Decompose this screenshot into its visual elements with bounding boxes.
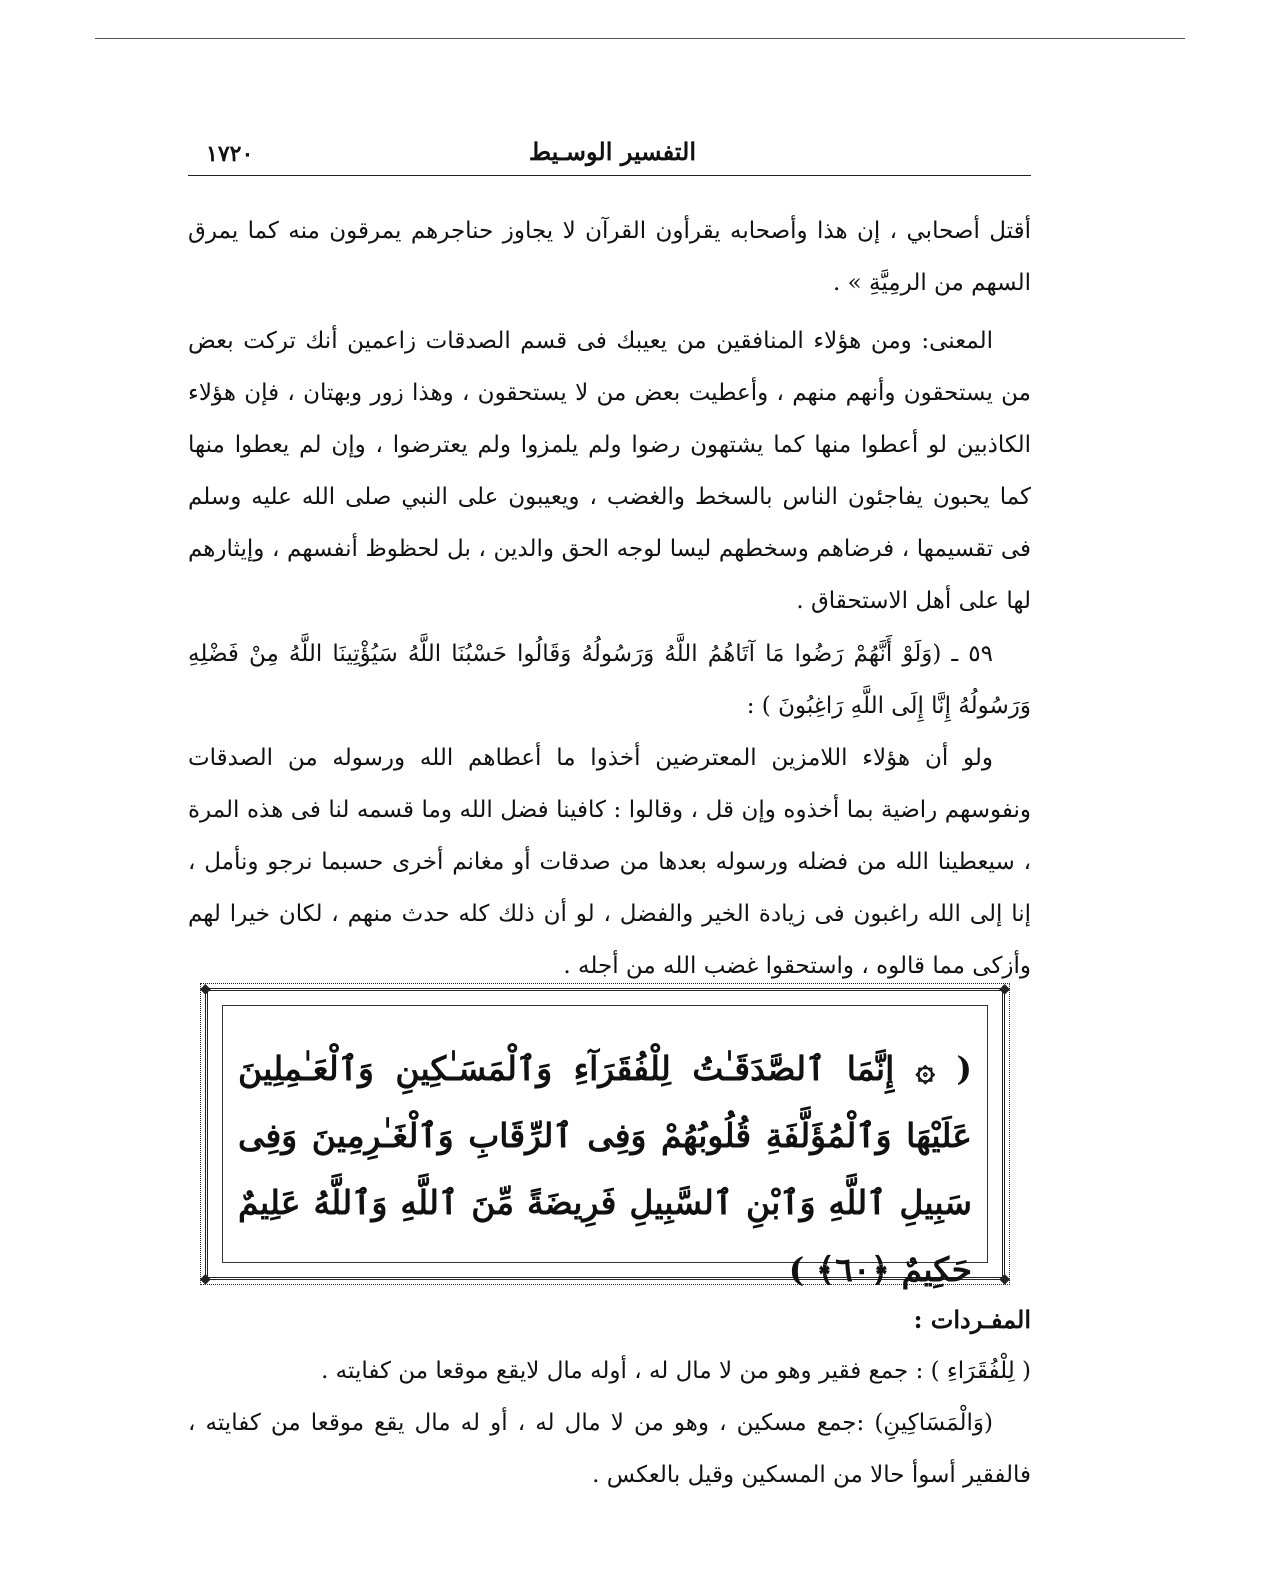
vocabulary-section	[188, 1345, 1031, 1501]
verse-60-text: ( ۞ إِنَّمَا ٱلصَّدَقَـٰتُ لِلْفُقَرَآءِ وَٱلْمَسَـٰكِينِ وَٱلْعَـٰمِلِينَ عَلَيْهَا وَٱلْمُؤَلَّفَةِ قُلُوبُهُمْ وَفِى ٱلرِّقَابِ وَٱلْغَـٰرِمِينَ وَفِى سَبِيلِ ٱللَّهِ وَٱبْنِ ٱلسَّبِيلِ فَرِيضَةً مِّنَ ٱللَّهِ وَٱللَّهُ عَلِيمٌ حَكِيمٌ ﴿٦٠﴾ )	[238, 1049, 972, 1289]
vocab-entry-masakin: (وَالْمَسَاكِينِ) :جمع مسكين ، وهو من لا مال له ، أو له مال يقع موقعا من كفايته ، فالفقير أسوأ حالا من المسكين وقيل بالعكس .	[188, 1410, 1031, 1488]
frame-corner-ornament-icon: ◆	[999, 981, 1010, 997]
meaning-section	[188, 315, 1031, 627]
page-number: ١٧٢٠	[206, 141, 254, 167]
meaning-paragraph: المعنى: ومن هؤلاء المنافقين من يعيبك فى قسم الصدقات زاعمين أنك تركت بعض من يستحقون وأنهم منهم ، وأعطيت بعض من لا يستحقون ، وهذا زور وبهتان ، فإن هؤلاء الكاذبين لو أعطوا منها كما يشتهون رضوا ولم يلمزوا ولم يعترضوا ، وإن لم يعطوا منها كما يحبون يفاجئون الناس بالسخط والغضب ، ويعيبون على النبي صلى الله عليه وسلم فى تقسيمها ، فرضاهم وسخطهم ليسا لوجه الحق والدين ، بل لحظوظ أنفسهم ، وإيثارهم لها على أهل الاستحقاق .	[188, 328, 1031, 614]
hadith-text: أقتل أصحابي ، إن هذا وأصحابه يقرأون القرآن لا يجاوز حناجرهم يمرقون منه كما يمرق السهم من الرمِيَّةِ » .	[188, 218, 1031, 296]
vocab-entry-fuqara: ( لِلْفُقَرَاءِ ) : جمع فقير وهو من لا مال له ، أوله مال لايقع موقعا من كفايته .	[321, 1358, 1031, 1384]
verse-59-text: ٥٩ ـ (وَلَوْ أَنَّهُمْ رَضُوا مَا آتَاهُمُ اللَّهُ وَرَسُولُهُ وَقَالُوا حَسْبُنَا اللَّهُ سَيُؤْتِينَا اللَّهُ مِنْ فَضْلِهِ وَرَسُولُهُ إِنَّا إِلَى اللَّهِ رَاغِبُونَ ) :	[188, 641, 1031, 719]
verse-59-commentary-section	[188, 732, 1031, 992]
frame-corner-ornament-icon: ◆	[200, 1271, 211, 1287]
running-header	[188, 135, 1031, 176]
verse-60-frame	[200, 981, 1010, 1289]
book-title: التفسير الوسـيط	[528, 137, 696, 166]
hadith-continuation	[188, 205, 1031, 309]
vocabulary-heading: المفـردات :	[913, 1305, 1031, 1334]
verse-59-commentary: ولو أن هؤلاء اللامزين المعترضين أخذوا ما أعطاهم الله ورسوله من الصدقات ونفوسهم راضية بما أخذوه وإن قل ، وقالوا : كافينا فضل الله وما قسمه لنا فى هذه المرة ، سيعطينا الله من فضله ورسوله بعدها من صدقات أو مغانم أخرى حسبما نرجو ونأمل ، إنا إلى الله راغبون فى زيادة الخير والفضل ، لو أن ذلك كله حدث منهم ، لكان خيرا لهم وأزكى مما قالوه ، واستحقوا غضب الله من أجله .	[188, 745, 1031, 979]
top-rule	[95, 38, 1185, 39]
frame-corner-ornament-icon: ◆	[999, 1271, 1010, 1287]
verse-59-section	[188, 628, 1031, 732]
frame-corner-ornament-icon: ◆	[200, 981, 211, 997]
